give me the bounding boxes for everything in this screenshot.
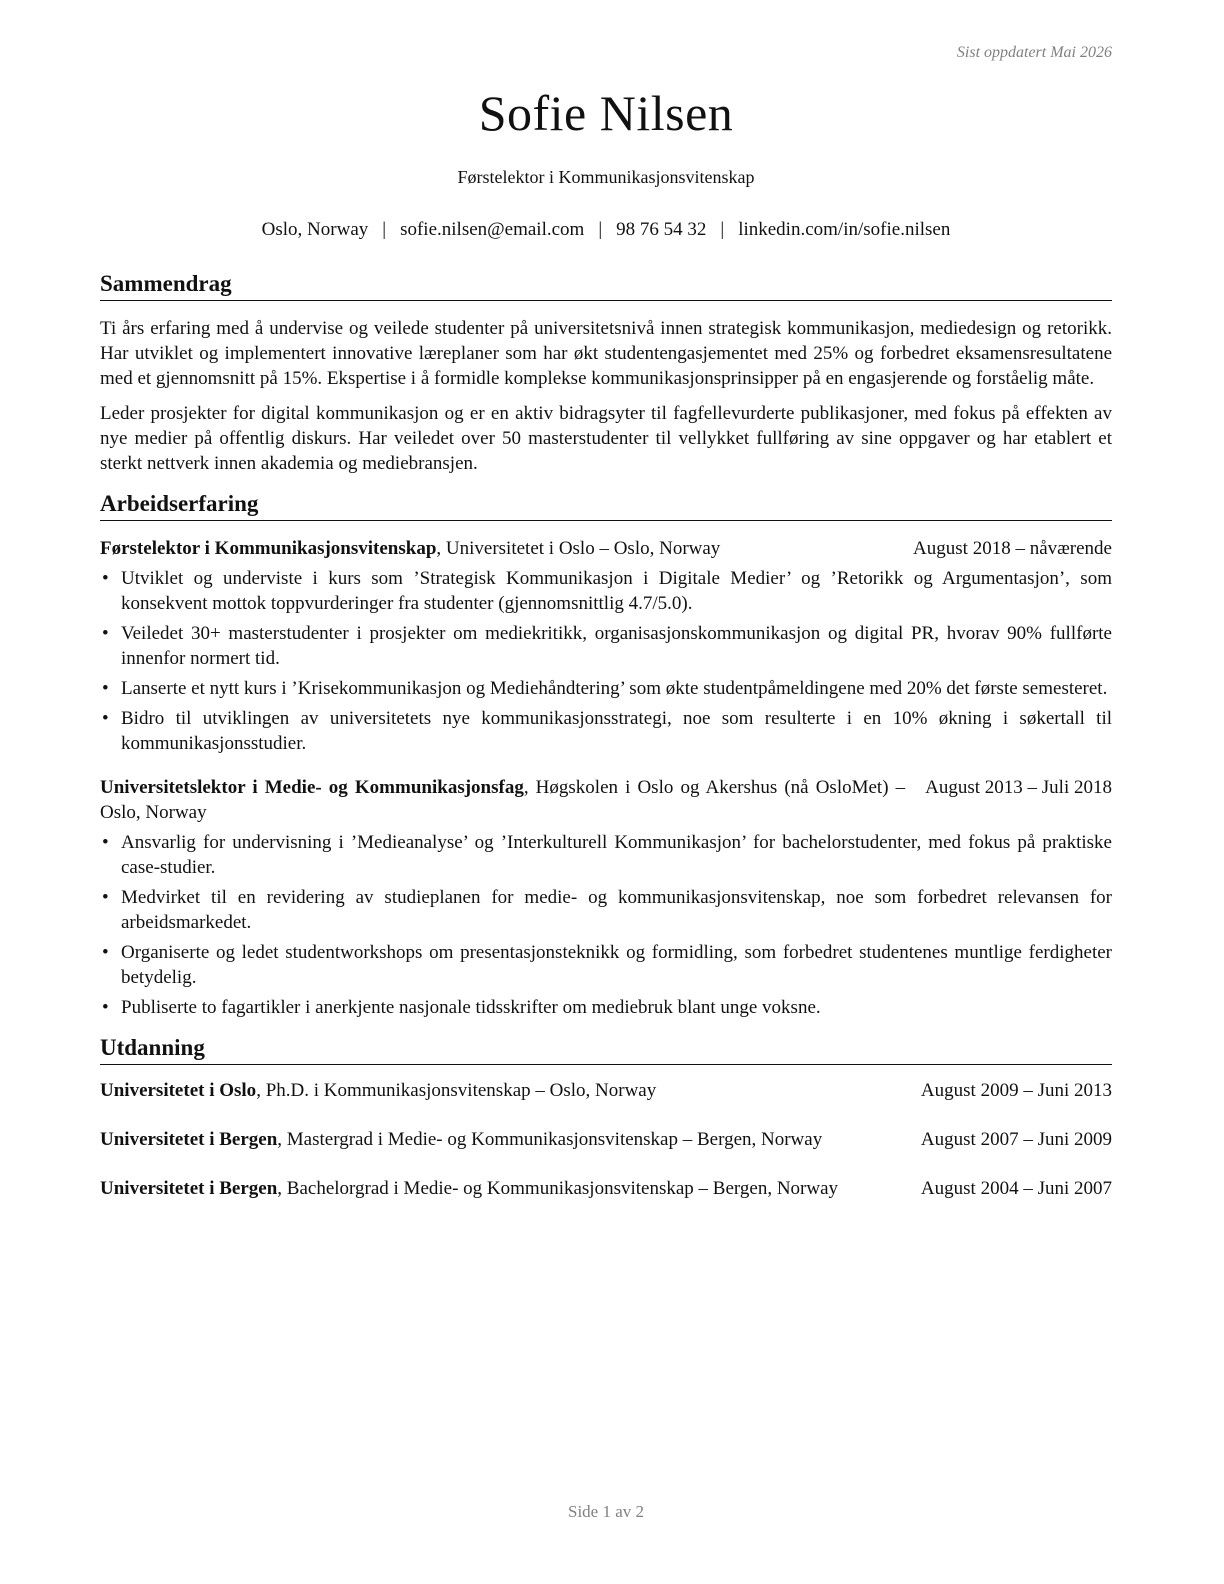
job-title: Universitetslektor i Medie- og Kommunikasjonsfag	[100, 777, 524, 798]
candidate-role: Førstelektor i Kommunikasjonsvitenskap	[457, 167, 755, 187]
summary-section	[100, 268, 1112, 476]
contact-location: Oslo, Norway	[261, 219, 369, 240]
education-school: Universitetet i Bergen	[100, 1129, 278, 1150]
list-item: • Veiledet 30+ masterstudenter i prosjekter om mediekritikk, organisasjonskommunikasjon og digital PR, hvorav 90% fullførte innenfor normert tid.	[100, 621, 1112, 671]
list-item: • Organiserte og ledet studentworkshops om presentasjonsteknikk og formidling, som forbedret studentenes muntlige ferdigheter betydelig.	[100, 940, 1112, 990]
experience-heading: Arbeidserfaring	[100, 488, 1112, 521]
job-entry	[100, 536, 1112, 756]
contact-email[interactable]: sofie.nilsen@email.com	[400, 219, 585, 240]
list-item: • Utviklet og underviste i kurs som ’Strategisk Kommunikasjon i Digitale Medier’ og ’Retorikk og Argumentasjon’, som konsekvent mottok toppvurderinger fra studenter (gjennomsnittlig 4.7/5.0).	[100, 566, 1112, 616]
page-number: Side 1 av 2	[567, 1502, 645, 1521]
contact-linkedin[interactable]: linkedin.com/in/sofie.nilsen	[738, 219, 951, 240]
education-school: Universitetet i Oslo	[100, 1080, 257, 1101]
summary-heading: Sammendrag	[100, 268, 1112, 301]
education-degree: , Bachelorgrad i Medie- og Kommunikasjonsvitenskap – Bergen, Norway	[277, 1178, 839, 1199]
contact-separator: |	[382, 219, 387, 240]
education-heading: Utdanning	[100, 1032, 1112, 1065]
list-item: • Publiserte to fagartikler i anerkjente nasjonale tidsskrifter om mediebruk blant unge voksne.	[100, 995, 1112, 1020]
contact-phone: 98 76 54 32	[616, 219, 707, 240]
contact-separator: |	[598, 219, 603, 240]
experience-section	[100, 488, 1112, 1020]
education-entry	[100, 1078, 1112, 1103]
education-dates: August 2009 – Juni 2013	[920, 1080, 1112, 1101]
list-item: • Medvirket til en revidering av studieplanen for medie- og kommunikasjonsvitenskap, noe som forbedret relevansen for arbeidsmarkedet.	[100, 885, 1112, 935]
education-school: Universitetet i Bergen	[100, 1178, 278, 1199]
job-employer: , Høgskolen i Oslo og Akershus (nå OsloMet) – Oslo, Norway	[100, 777, 906, 823]
job-title: Førstelektor i Kommunikasjonsvitenskap	[100, 538, 437, 559]
job-header	[100, 536, 1112, 561]
education-section	[100, 1032, 1112, 1201]
resume-body	[100, 268, 1112, 1201]
education-entry	[100, 1127, 1112, 1152]
list-item: • Ansvarlig for undervisning i ’Medieanalyse’ og ’Interkulturell Kommunikasjon’ for bachelorstudenter, med fokus på praktiske case-studier.	[100, 830, 1112, 880]
last-updated: Sist oppdatert Mai 2026	[956, 44, 1112, 61]
job-title-line	[100, 536, 893, 561]
education-line	[100, 1176, 901, 1201]
summary-paragraph: Ti års erfaring med å undervise og veilede studenter på universitetsnivå innen strategisk kommunikasjon, mediedesign og retorikk. Har utviklet og implementert innovative læreplaner som har økt studentengasjementet med 25% og forbedret eksamensresultatene med et gjennomsnitt på 15%. Ekspertise i å formidle komplekse kommunikasjonsprinsipper på en engasjerende og forståelig måte.	[100, 318, 1112, 389]
contact-line	[100, 219, 1112, 241]
education-degree: , Mastergrad i Medie- og Kommunikasjonsvitenskap – Bergen, Norway	[277, 1129, 823, 1150]
job-bullets	[100, 830, 1112, 1020]
job-employer: , Universitetet i Oslo – Oslo, Norway	[436, 538, 721, 559]
education-entry	[100, 1176, 1112, 1201]
list-item: • Bidro til utviklingen av universitetets nye kommunikasjonsstrategi, noe som resulterte i en 10% økning i søkertall til kommunikasjonsstudier.	[100, 706, 1112, 756]
education-dates: August 2007 – Juni 2009	[920, 1129, 1112, 1150]
job-entry	[100, 775, 1112, 1020]
education-line	[100, 1127, 901, 1152]
job-dates: August 2018 – nåværende	[913, 538, 1112, 559]
job-bullets	[100, 566, 1112, 756]
education-line	[100, 1078, 901, 1103]
contact-separator: |	[720, 219, 725, 240]
summary-text	[100, 316, 1112, 476]
job-dates: August 2013 – Juli 2018	[925, 777, 1112, 798]
education-dates: August 2004 – Juni 2007	[920, 1178, 1112, 1199]
job-title-line	[100, 775, 905, 825]
job-header	[100, 775, 1112, 825]
summary-paragraph: Leder prosjekter for digital kommunikasjon og er en aktiv bidragsyter til fagfellevurderte publikasjoner, med fokus på effekten av nye medier på offentlig diskurs. Har veiledet over 50 masterstudenter til vellykket fullføring av sine oppgaver og har etablert et sterkt nettverk innen akademia og mediebransjen.	[100, 403, 1112, 474]
candidate-name: Sofie Nilsen	[478, 85, 734, 141]
education-degree: , Ph.D. i Kommunikasjonsvitenskap – Oslo, Norway	[256, 1080, 657, 1101]
list-item: • Lanserte et nytt kurs i ’Krisekommunikasjon og Mediehåndtering’ som økte studentpåmeldingene med 20% det første semesteret.	[100, 676, 1112, 701]
